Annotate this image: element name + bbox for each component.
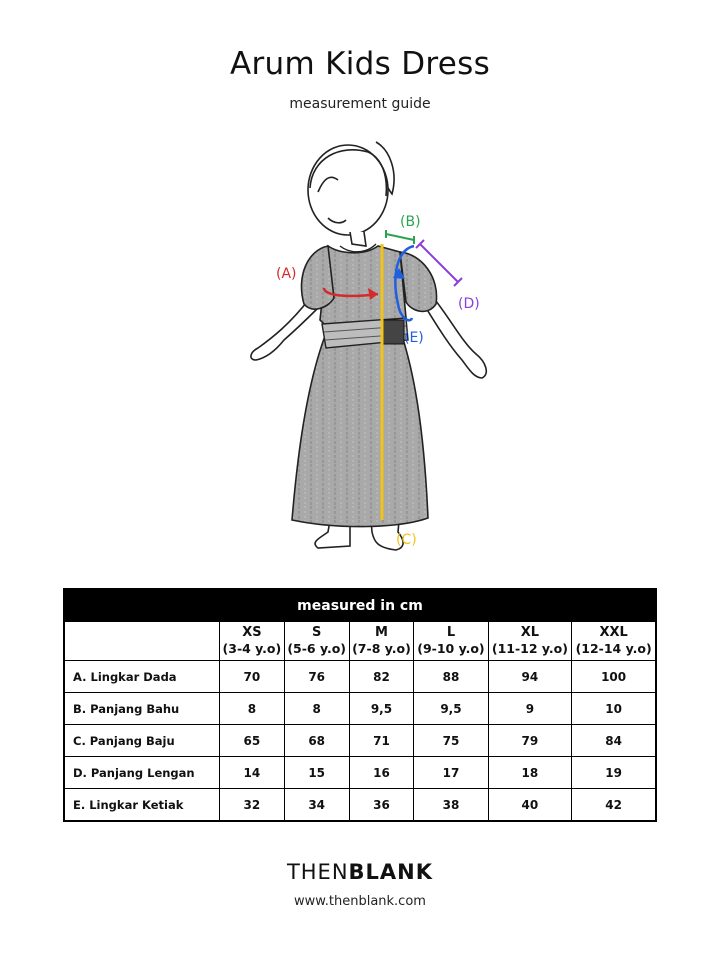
cell-value: 84 bbox=[572, 725, 656, 757]
page-subtitle: measurement guide bbox=[289, 96, 431, 112]
size-code: XS bbox=[242, 625, 262, 640]
row-label: C. Panjang Baju bbox=[64, 725, 220, 757]
cell-value: 14 bbox=[220, 757, 285, 789]
table-row bbox=[64, 661, 656, 693]
cell-value: 68 bbox=[284, 725, 349, 757]
cell-value: 36 bbox=[349, 789, 414, 822]
cell-value: 88 bbox=[414, 661, 488, 693]
dress-body bbox=[292, 244, 437, 527]
cell-value: 15 bbox=[284, 757, 349, 789]
size-code: XL bbox=[520, 625, 540, 640]
cell-value: 18 bbox=[488, 757, 572, 789]
cell-value: 9 bbox=[488, 693, 572, 725]
cell-value: 82 bbox=[349, 661, 414, 693]
page-title: Arum Kids Dress bbox=[229, 46, 491, 82]
size-header-l bbox=[414, 622, 488, 661]
cell-value: 10 bbox=[572, 693, 656, 725]
label-a: (A) bbox=[276, 266, 297, 282]
size-age: (11-12 y.o) bbox=[491, 641, 568, 656]
cell-value: 65 bbox=[220, 725, 285, 757]
website-link[interactable]: www.thenblank.com bbox=[294, 894, 426, 909]
table-row bbox=[64, 757, 656, 789]
cell-value: 16 bbox=[349, 757, 414, 789]
label-e: (E) bbox=[404, 330, 424, 346]
cell-value: 19 bbox=[572, 757, 656, 789]
cell-value: 17 bbox=[414, 757, 488, 789]
size-age: (3-4 y.o) bbox=[222, 641, 282, 656]
cell-value: 75 bbox=[414, 725, 488, 757]
dress-illustration bbox=[200, 128, 520, 568]
cell-value: 38 bbox=[414, 789, 488, 822]
table-title-row bbox=[64, 589, 656, 622]
size-code: XXL bbox=[599, 625, 628, 640]
label-b: (B) bbox=[400, 214, 421, 230]
size-header-xl bbox=[488, 622, 572, 661]
cell-value: 9,5 bbox=[349, 693, 414, 725]
size-chart-table bbox=[63, 588, 657, 822]
size-code: L bbox=[446, 625, 456, 640]
cell-value: 71 bbox=[349, 725, 414, 757]
cell-value: 42 bbox=[572, 789, 656, 822]
brand-logo bbox=[0, 860, 720, 884]
cell-value: 70 bbox=[220, 661, 285, 693]
size-header-row bbox=[64, 622, 656, 661]
cell-value: 32 bbox=[220, 789, 285, 822]
table-row bbox=[64, 693, 656, 725]
cell-value: 94 bbox=[488, 661, 572, 693]
row-label: A. Lingkar Dada bbox=[64, 661, 220, 693]
row-label: E. Lingkar Ketiak bbox=[64, 789, 220, 822]
table-row bbox=[64, 789, 656, 822]
empty-header-cell bbox=[64, 622, 220, 661]
cell-value: 100 bbox=[572, 661, 656, 693]
size-header-xs bbox=[220, 622, 285, 661]
size-header-m bbox=[349, 622, 414, 661]
cell-value: 8 bbox=[284, 693, 349, 725]
child-head bbox=[308, 142, 394, 246]
brand-part-2: BLANK bbox=[348, 860, 434, 884]
brand-part-1: THEN bbox=[286, 860, 349, 884]
label-d: (D) bbox=[458, 296, 480, 312]
label-c: (C) bbox=[396, 532, 417, 548]
dress-measurement-diagram bbox=[200, 128, 520, 568]
row-label: B. Panjang Bahu bbox=[64, 693, 220, 725]
cell-value: 40 bbox=[488, 789, 572, 822]
size-header-s bbox=[284, 622, 349, 661]
cell-value: 8 bbox=[220, 693, 285, 725]
size-age: (7-8 y.o) bbox=[352, 641, 411, 656]
size-age: (9-10 y.o) bbox=[417, 641, 485, 656]
row-label: D. Panjang Lengan bbox=[64, 757, 220, 789]
size-age: (12-14 y.o) bbox=[575, 641, 652, 656]
cell-value: 34 bbox=[284, 789, 349, 822]
size-age: (5-6 y.o) bbox=[287, 641, 347, 656]
size-header-xxl bbox=[572, 622, 656, 661]
cell-value: 9,5 bbox=[414, 693, 488, 725]
cell-value: 76 bbox=[284, 661, 349, 693]
size-code: M bbox=[374, 625, 388, 640]
table-title: measured in cm bbox=[64, 589, 656, 622]
table-row bbox=[64, 725, 656, 757]
cell-value: 79 bbox=[488, 725, 572, 757]
measure-bracket-b bbox=[386, 230, 414, 244]
size-code: S bbox=[311, 625, 322, 640]
